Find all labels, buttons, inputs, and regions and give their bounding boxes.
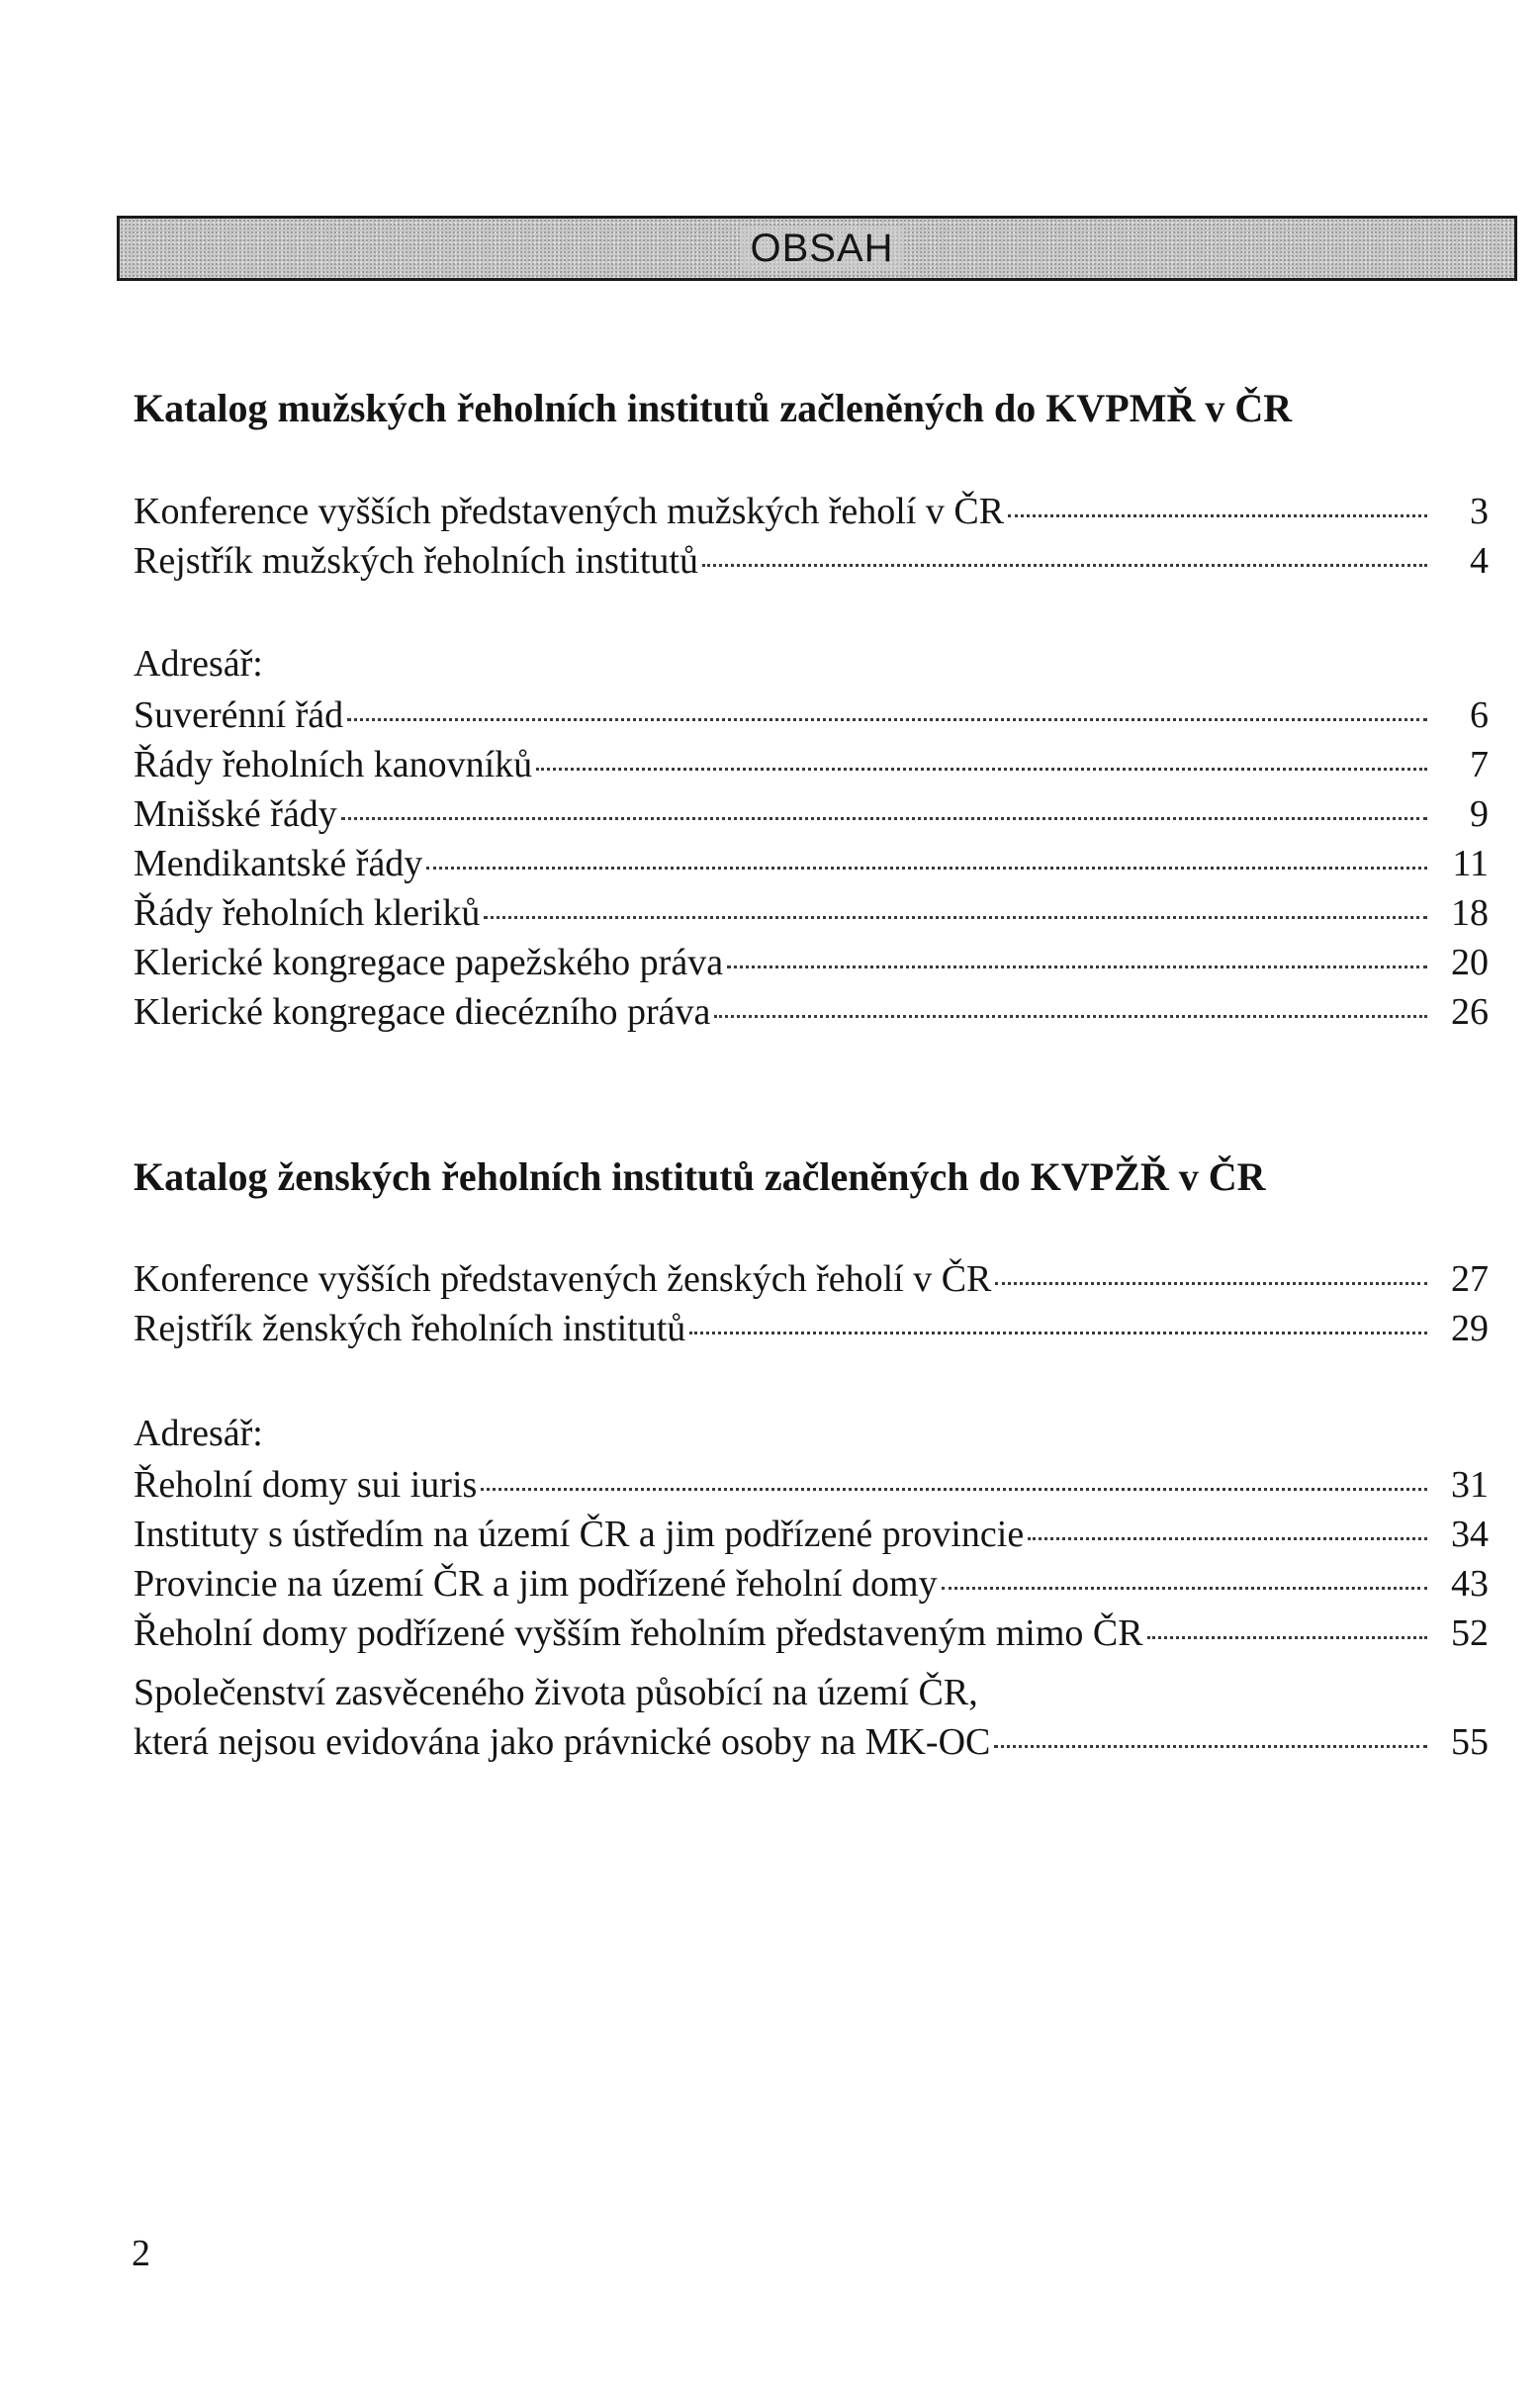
toc-entry[interactable]: [134, 839, 1489, 888]
women-directory-label: Adresář:: [134, 1413, 263, 1454]
toc-entry-title: Řeholní domy sui iuris: [134, 1464, 478, 1506]
men-directory-list: [134, 690, 1489, 1037]
toc-entry-title: Mnišské řády: [134, 793, 337, 835]
women-intro-list: [134, 1254, 1489, 1353]
toc-entry[interactable]: [134, 690, 1489, 740]
toc-entry[interactable]: [134, 1510, 1489, 1559]
dot-leader: [714, 1015, 1427, 1018]
dot-leader: [536, 768, 1427, 771]
communities-entry-wrap: [134, 1668, 1489, 1767]
dot-leader: [341, 817, 1427, 820]
toc-entry-page: 43: [1451, 1563, 1489, 1605]
toc-entry-page: 31: [1451, 1464, 1489, 1506]
toc-entry-title: Provincie na území ČR a jim podřízené řeholní domy: [134, 1563, 938, 1605]
toc-entry-title: Klerické kongregace diecézního práva: [134, 991, 711, 1033]
toc-entry-multiline[interactable]: [134, 1668, 1489, 1767]
dot-leader: [727, 966, 1427, 968]
men-intro-list: [134, 487, 1489, 586]
toc-entry-page: 29: [1451, 1308, 1489, 1349]
toc-entry[interactable]: [134, 1559, 1489, 1609]
page-number: 2: [132, 2233, 150, 2274]
toc-entry[interactable]: [134, 1609, 1489, 1658]
toc-entry[interactable]: [134, 1254, 1489, 1304]
dot-leader: [689, 1332, 1427, 1334]
toc-entry-page: 34: [1451, 1514, 1489, 1555]
dot-leader: [1028, 1537, 1427, 1540]
toc-entry-page: 6: [1470, 694, 1489, 736]
toc-entry[interactable]: [134, 1460, 1489, 1510]
toc-entry-page: 7: [1470, 744, 1489, 785]
women-directory-list: [134, 1460, 1489, 1658]
toc-entry-line2: [134, 1717, 1489, 1767]
toc-entry-page: 52: [1451, 1612, 1489, 1654]
toc-entry[interactable]: [134, 487, 1489, 536]
toc-entry-title: Řeholní domy podřízené vyšším řeholním představeným mimo ČR: [134, 1612, 1143, 1654]
toc-entry[interactable]: [134, 938, 1489, 987]
men-directory-label: Adresář:: [134, 643, 263, 685]
dot-leader: [481, 1488, 1427, 1491]
contents-banner: [117, 216, 1517, 281]
dot-leader: [426, 867, 1427, 870]
toc-entry-title-line1: Společenství zasvěceného života působící na území ČR,: [134, 1672, 978, 1713]
toc-entry-title: Rejstřík ženských řeholních institutů: [134, 1308, 686, 1349]
toc-entry-page: 26: [1451, 991, 1489, 1033]
toc-entry-title: Konference vyšších představených ženských řeholí v ČR: [134, 1258, 992, 1300]
toc-entry-title: Rejstřík mužských řeholních institutů: [134, 540, 698, 582]
toc-entry[interactable]: [134, 1304, 1489, 1353]
toc-entry-page: 27: [1451, 1258, 1489, 1300]
toc-entry-title: Řády řeholních kleriků: [134, 892, 481, 934]
toc-entry[interactable]: [134, 987, 1489, 1037]
contents-title: OBSAH: [740, 227, 903, 271]
toc-entry-title: Mendikantské řády: [134, 843, 423, 884]
toc-entry-page: 18: [1451, 892, 1489, 934]
dot-leader: [942, 1587, 1427, 1590]
toc-entry-title: Instituty s ústředím na území ČR a jim podřízené provincie: [134, 1514, 1025, 1555]
toc-entry[interactable]: [134, 789, 1489, 839]
toc-entry-page: 55: [1451, 1721, 1489, 1763]
toc-entry-title: Klerické kongregace papežského práva: [134, 942, 724, 983]
toc-entry[interactable]: [134, 536, 1489, 586]
toc-entry[interactable]: [134, 740, 1489, 789]
toc-entry-title: Suverénní řád: [134, 694, 344, 736]
dot-leader: [484, 916, 1427, 919]
toc-entry-page: 3: [1470, 491, 1489, 532]
toc-entry-page: 4: [1470, 540, 1489, 582]
toc-entry[interactable]: [134, 888, 1489, 938]
men-catalog-heading: Katalog mužských řeholních institutů začleněných do KVPMŘ v ČR: [134, 386, 1293, 430]
toc-entry-page: 20: [1451, 942, 1489, 983]
dot-leader: [347, 718, 1427, 721]
dot-leader: [1008, 514, 1427, 517]
toc-entry-title-line2: která nejsou evidována jako právnické osoby na MK-OC: [134, 1721, 991, 1763]
dot-leader: [994, 1745, 1427, 1748]
toc-entry-page: 9: [1470, 793, 1489, 835]
dot-leader: [995, 1282, 1427, 1285]
toc-entry-title: Konference vyšších představených mužských řeholí v ČR: [134, 491, 1005, 532]
women-catalog-heading: Katalog ženských řeholních institutů začleněných do KVPŽŘ v ČR: [134, 1154, 1266, 1199]
dot-leader: [1147, 1636, 1427, 1639]
toc-entry-title: Řády řeholních kanovníků: [134, 744, 533, 785]
toc-entry-page: 11: [1452, 843, 1489, 884]
dot-leader: [702, 564, 1427, 567]
